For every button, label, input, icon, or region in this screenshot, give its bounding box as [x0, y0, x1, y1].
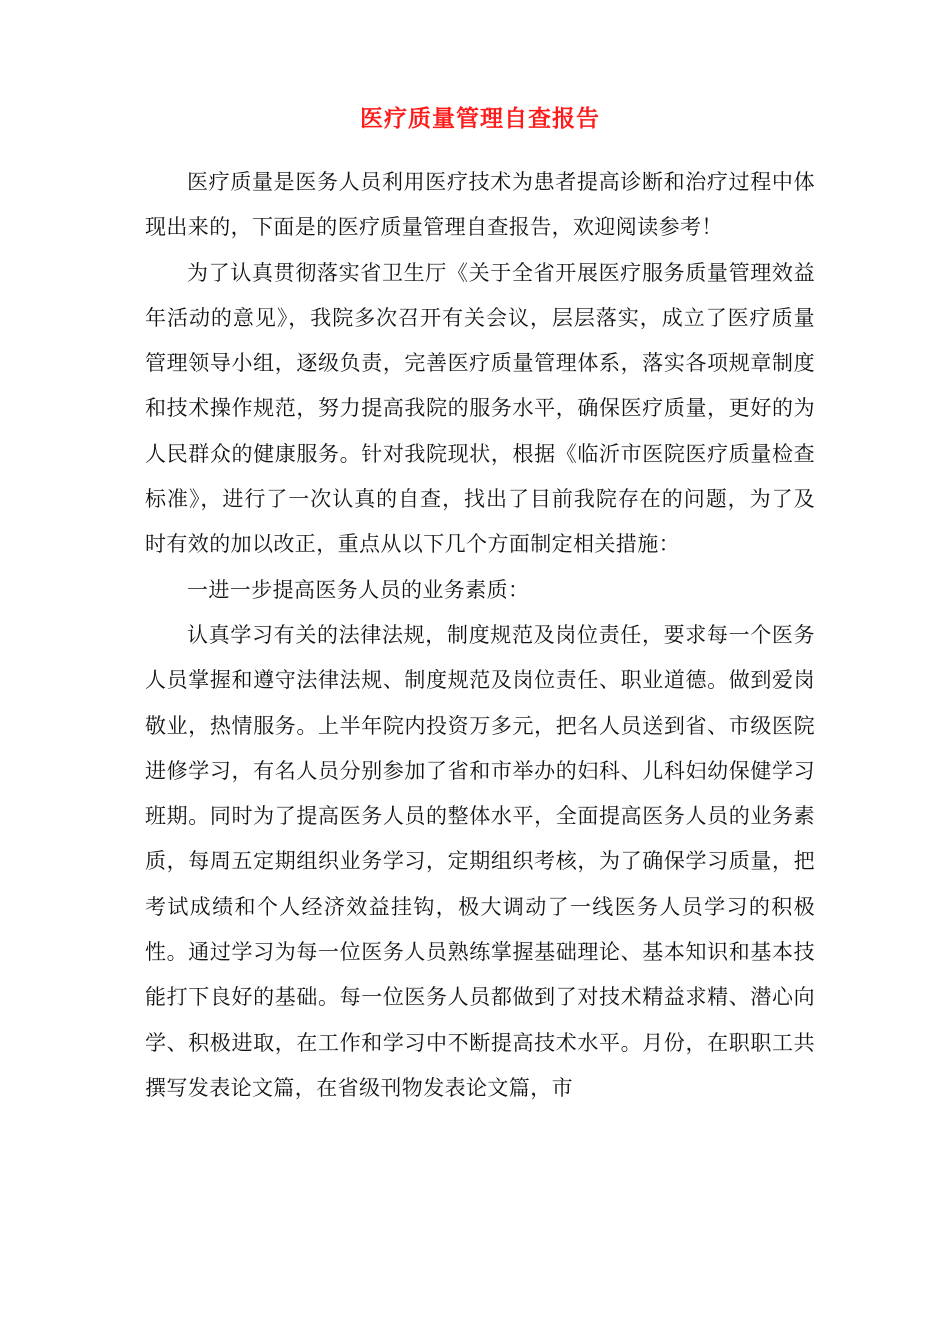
paragraph-intro: 医疗质量是医务人员利用医疗技术为患者提高诊断和治疗过程中体现出来的，下面是的医疗质量管理自查报告，欢迎阅读参考！ — [145, 170, 815, 240]
paragraph-training: 认真学习有关的法律法规，制度规范及岗位责任，要求每一个医务人员掌握和遵守法律法规、制度规范及岗位责任、职业道德。做到爱岗敬业，热情服务。上半年院内投资万多元，把名人员送到省、市级医院进修学习，有名人员分别参加了省和市举办的妇科、儿科妇幼保健学习班期。同时为了提高医务人员的整体水平，全面提高医务人员的业务素质，每周五定期组织业务学习，定期组织考核，为了确保学习质量，把考试成绩和个人经济效益挂钩，极大调动了一线医务人员学习的积极性。通过学习为每一位医务人员熟练掌握基础理论、基本知识和基本技能打下良好的基础。每一位医务人员都做到了对技术精益求精、潜心向学、积极进取，在工作和学习中不断提高技术水平。月份，在职职工共撰写发表论文篇，在省级刊物发表论文篇，市 — [145, 622, 815, 1100]
document-title: 医疗质量管理自查报告 — [360, 105, 600, 132]
document-body — [145, 98, 815, 1111]
section-heading: 一进一步提高医务人员的业务素质： — [187, 577, 530, 602]
paragraph-background: 为了认真贯彻落实省卫生厅《关于全省开展医疗服务质量管理效益年活动的意见》，我院多次召开有关会议，层层落实，成立了医疗质量管理领导小组，逐级负责，完善医疗质量管理体系，落实各项规章制度和技术操作规范，努力提高我院的服务水平，确保医疗质量，更好的为人民群众的健康服务。针对我院现状，根据《临沂市医院医疗质量检查标准》，进行了一次认真的自查，找出了目前我院存在的问题，为了及时有效的加以改正，重点从以下几个方面制定相关措施： — [145, 260, 815, 557]
